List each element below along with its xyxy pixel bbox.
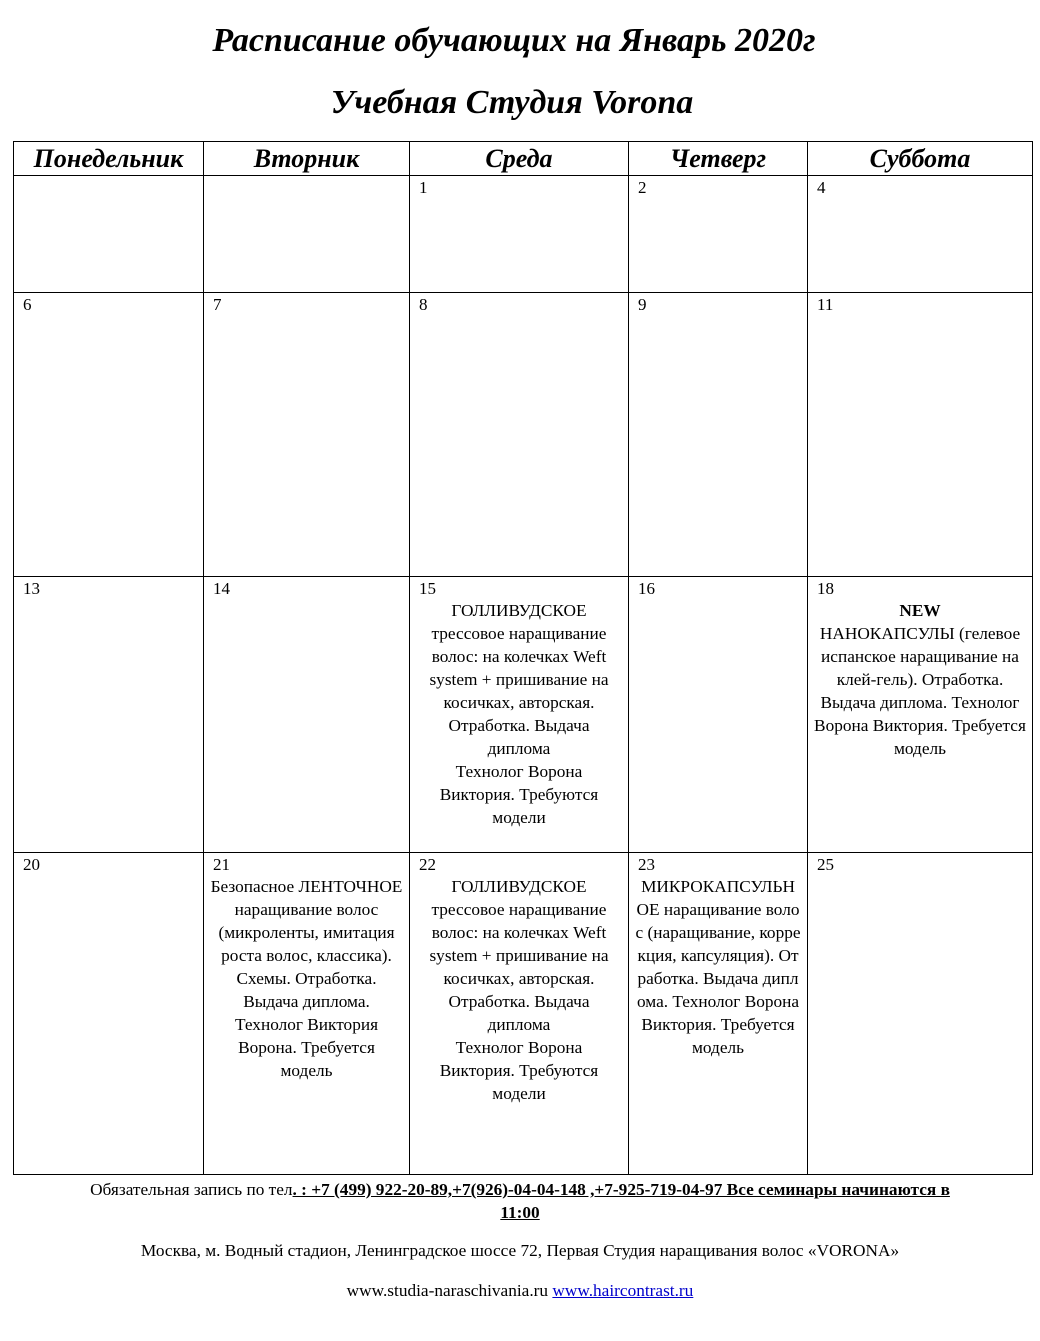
day-number: 16 [638,579,655,598]
booking-phones: . : +7 (499) 922-20-89,+7(926)-04-04-148 ,+7-925-719-04-97 Все семинары начинаются в 11:00 [292,1180,950,1222]
day-cell [808,577,1033,853]
week-row [14,853,1033,1175]
day-cell [14,293,204,577]
event-description: НАНОКАПСУЛЫ (гелевое испанское наращивание на клей-гель). Отработка. Выдача диплома. Технолог Ворона Виктория. Требуется модель [814,624,1026,758]
booking-note [0,1178,1040,1224]
day-number [204,176,409,178]
day-cell [14,853,204,1175]
day-number: 23 [638,855,655,874]
week-row [14,293,1033,577]
day-number: 13 [23,579,40,598]
day-cell [629,176,808,293]
address: Москва, м. Водный стадион, Ленинградское шоссе 72, Первая Студия наращивания волос «VORONA» [140,1241,900,1260]
weekday-header: Понедельник [14,142,204,176]
websites [0,1281,1040,1301]
weekday-header: Вторник [204,142,410,176]
event-description: ГОЛЛИВУДСКОЕ трессовое наращивание волос: на колечках Weft system + пришивание на косичках, авторская. Отработка. Выдача диплома Технолог Ворона Виктория. Требуются модели [429,601,609,827]
page-title: Расписание обучающих на Январь 2020г [212,22,816,59]
weekday-header: Четверг [629,142,808,176]
weekday-header: Среда [410,142,629,176]
day-cell [204,176,410,293]
day-cell [808,853,1033,1175]
event-description: МИКРОКАПСУЛЬНОЕ наращивание волос (наращивание, коррекция, капсуляция). Отработка. Выдача диплома. Технолог Ворона Виктория. Требуется модель [635,877,801,1057]
event-description: ГОЛЛИВУДСКОЕ трессовое наращивание волос: на колечках Weft system + пришивание на косичках, авторская. Отработка. Выдача диплома Технолог Ворона Виктория. Требуются модели [429,877,609,1103]
day-number: 9 [638,295,647,314]
day-number: 20 [23,855,40,874]
day-cell [410,853,629,1175]
page-subtitle: Учебная Студия Vorona [330,84,694,121]
booking-label: Обязательная запись по тел [90,1180,293,1199]
day-number: 6 [23,295,32,314]
website-link[interactable]: www.haircontrast.ru [552,1281,694,1300]
day-cell [204,293,410,577]
day-cell [410,577,629,853]
day-number: 8 [419,295,428,314]
day-number: 11 [817,295,834,314]
day-cell [410,176,629,293]
day-number: 25 [817,855,834,874]
day-number: 18 [817,579,834,598]
day-cell [14,176,204,293]
day-cell [14,577,204,853]
day-cell [629,577,808,853]
day-number: 1 [419,178,428,197]
day-number: 14 [213,579,230,598]
schedule-table [13,141,1033,1175]
day-number: 4 [817,178,826,197]
day-number: 7 [213,295,222,314]
day-cell [204,577,410,853]
day-cell [808,293,1033,577]
day-cell [204,853,410,1175]
day-cell [629,293,808,577]
day-number: 21 [213,855,230,874]
day-cell [629,853,808,1175]
day-number [14,176,203,178]
event-description: Безопасное ЛЕНТОЧНОЕ наращивание волос (микроленты, имитация роста волос, классика). Схемы. Отработка. Выдача диплома. Технолог Виктория Ворона. Требуется модель [210,877,403,1080]
weekday-header-row [14,142,1033,176]
weekday-header: Суббота [808,142,1033,176]
day-cell [410,293,629,577]
day-number: 15 [419,579,436,598]
new-badge: NEW [899,601,941,620]
day-cell [808,176,1033,293]
day-number: 22 [419,855,436,874]
week-row [14,176,1033,293]
week-row [14,577,1033,853]
day-number: 2 [638,178,647,197]
website-link[interactable]: www.studia-naraschivania.ru [346,1281,549,1300]
